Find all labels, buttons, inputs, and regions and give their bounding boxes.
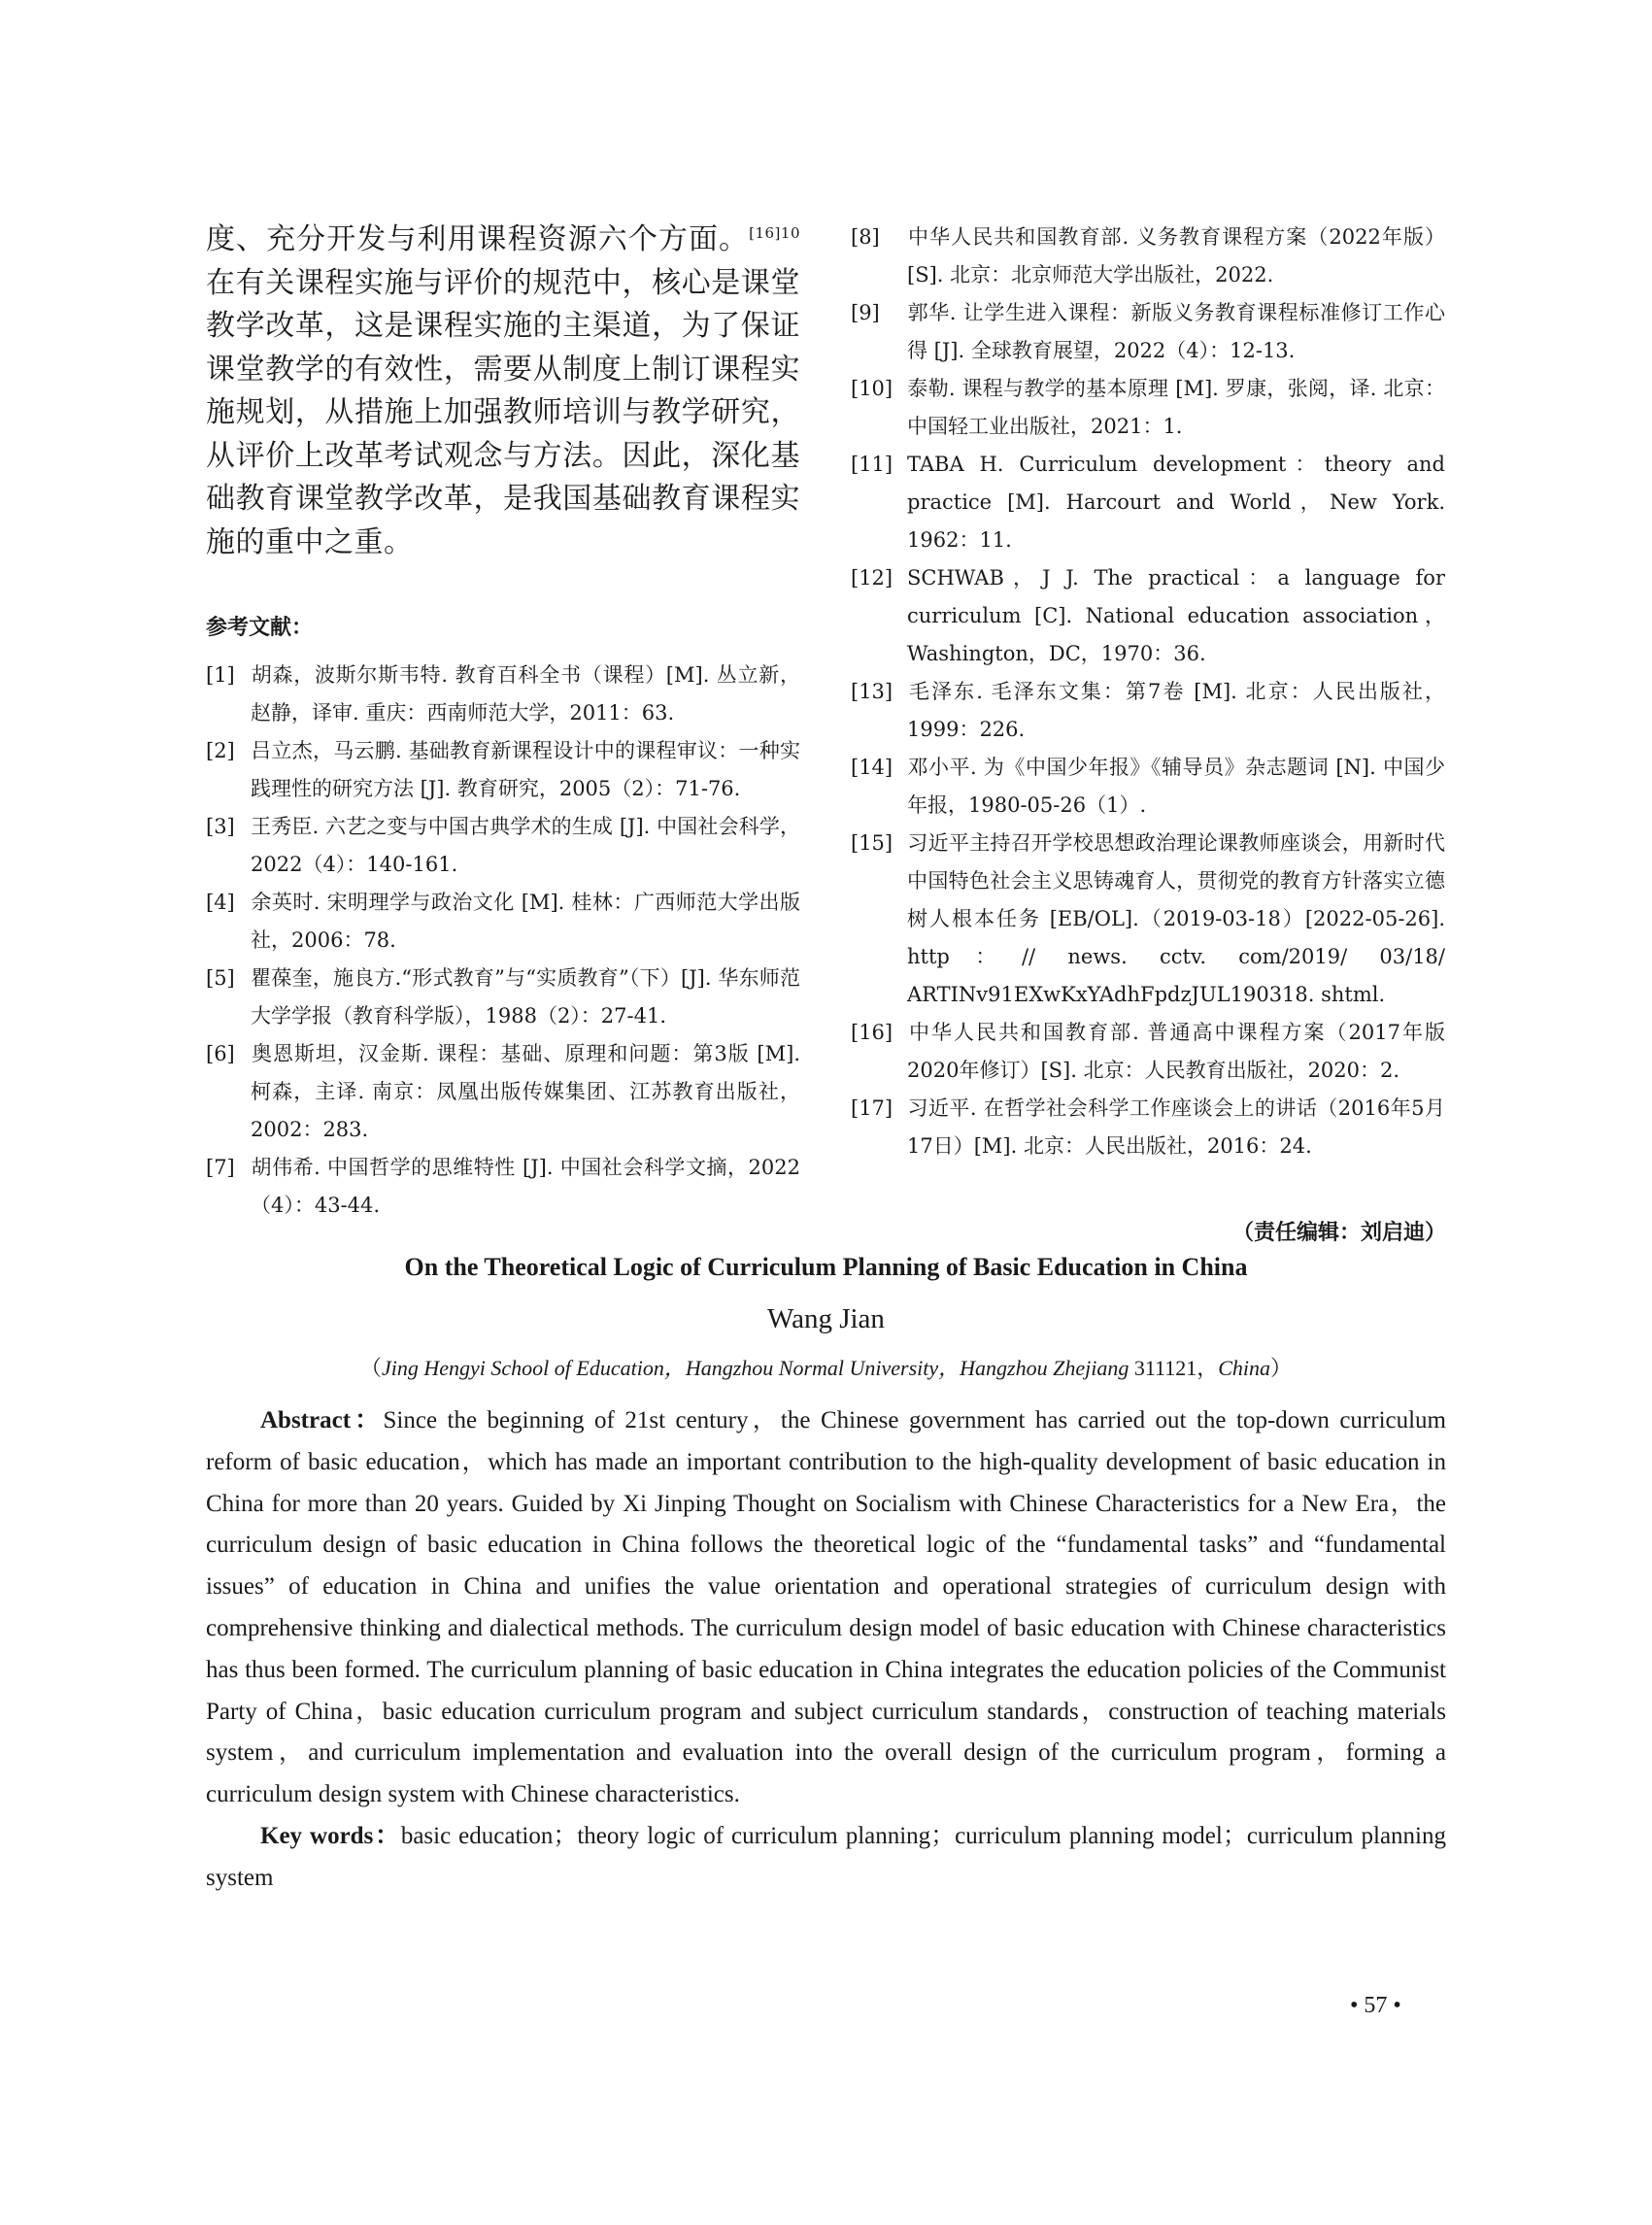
body-text-start: 度、充分开发与利用课程资源六个方面。 bbox=[206, 222, 750, 256]
reference-item bbox=[206, 1149, 800, 1225]
page-number: • 57 • bbox=[1350, 1993, 1401, 2018]
affil-institution: Jing Hengyi School of Education，Hangzhou Normal University，Hangzhou Zhejiang bbox=[382, 1356, 1129, 1380]
reference-text: 郭华. 让学生进入课程：新版义务教育课程标准修订工作心得 [J]. 全球教育展望，2022（4）：12-13. bbox=[907, 301, 1445, 362]
english-author: Wang Jian bbox=[767, 1303, 885, 1334]
reference-text: 胡伟希. 中国哲学的思维特性 [J]. 中国社会科学文摘，2022（4）：43-44. bbox=[251, 1156, 800, 1217]
affil-open: （ bbox=[359, 1356, 382, 1380]
reference-item bbox=[851, 370, 1445, 446]
reference-number: [5] bbox=[206, 966, 235, 990]
reference-text: 王秀臣. 六艺之变与中国古典学术的生成 [J]. 中国社会科学，2022（4）：140-161. bbox=[251, 815, 800, 876]
reference-item bbox=[851, 446, 1445, 559]
reference-text: 奥恩斯坦，汉金斯. 课程：基础、原理和问题：第3版 [M]. 柯森，主译. 南京：凤凰出版传媒集团、江苏教育出版社，2002：283. bbox=[251, 1042, 800, 1141]
reference-item bbox=[206, 960, 800, 1035]
keywords-text: basic education；theory logic of curriculum planning；curriculum planning model；curriculum planning system bbox=[206, 1822, 1446, 1891]
reference-item bbox=[851, 1014, 1445, 1090]
reference-item bbox=[851, 559, 1445, 673]
reference-item bbox=[206, 808, 800, 884]
reference-number: [10] bbox=[851, 377, 893, 400]
reference-text: 中华人民共和国教育部. 普通高中课程方案（2017年版2020年修订）[S]. 北京：人民教育出版社，2020：2. bbox=[907, 1021, 1445, 1082]
reference-number: [12] bbox=[851, 566, 893, 590]
reference-number: [17] bbox=[851, 1096, 893, 1120]
abstract-label: Abstract： bbox=[260, 1407, 384, 1433]
reference-number: [1] bbox=[206, 663, 235, 687]
reference-number: [7] bbox=[206, 1156, 235, 1179]
english-title: On the Theoretical Logic of Curriculum Planning of Basic Education in China bbox=[404, 1253, 1248, 1281]
references-heading: 参考文献： bbox=[206, 616, 314, 640]
citation-superscript: [16]10 bbox=[749, 224, 800, 242]
reference-number: [15] bbox=[851, 831, 893, 855]
reference-item bbox=[851, 1090, 1445, 1165]
reference-number: [6] bbox=[206, 1042, 235, 1065]
reference-item bbox=[206, 732, 800, 808]
reference-number: [13] bbox=[851, 680, 893, 703]
reference-text: 中华人民共和国教育部. 义务教育课程方案（2022年版）[S]. 北京：北京师范大学出版社，2022. bbox=[907, 225, 1445, 287]
reference-number: [16] bbox=[851, 1021, 893, 1044]
reference-item bbox=[851, 219, 1445, 294]
reference-item bbox=[206, 1035, 800, 1149]
reference-text: 吕立杰，马云鹏. 基础教育新课程设计中的课程审议：一种实践理性的研究方法 [J]. 教育研究，2005（2）：71-76. bbox=[251, 739, 800, 800]
reference-item bbox=[851, 673, 1445, 749]
reference-number: [14] bbox=[851, 756, 893, 779]
right-column bbox=[851, 219, 1445, 1165]
reference-number: [8] bbox=[851, 225, 880, 249]
keywords-paragraph bbox=[206, 1816, 1446, 1900]
reference-number: [9] bbox=[851, 301, 880, 324]
reference-text: TABA H. Curriculum development：theory and practice [M]. Harcourt and World，New York. 1962：11. bbox=[907, 453, 1445, 552]
reference-item bbox=[851, 825, 1445, 1014]
affil-country: China bbox=[1218, 1356, 1270, 1380]
reference-item bbox=[851, 294, 1445, 370]
affil-zip: 311121， bbox=[1129, 1356, 1219, 1380]
reference-text: SCHWAB，J J. The practical：a language for curriculum [C]. National education association，Washington，DC，1970：36. bbox=[907, 566, 1445, 665]
reference-number: [3] bbox=[206, 815, 235, 838]
reference-text: 泰勒. 课程与教学的基本原理 [M]. 罗康，张阅，译. 北京：中国轻工业出版社，2021：1. bbox=[907, 377, 1445, 438]
abstract-text: Since the beginning of 21st century，the Chinese government has carried out the top-down curriculum reform of basic education，which has made an important contribution to the high-quality development of basic education in China for more than 20 years. Guided by Xi Jinping Thought on Socialism with Chinese Characteristics for a New Era，the curriculum design of basic education in China follows the theoretical logic of the “fundamental tasks” and “fundamental issues” of education in China and unifies the value orientation and operational strategies of curriculum design with comprehensive thinking and dialectical methods. The curriculum design model of basic education with Chinese characteristics has thus been formed. The curriculum planning of basic education in China integrates the education policies of the Communist Party of China，basic education curriculum program and subject curriculum standards，construction of teaching materials system，and curriculum implementation and evaluation into the overall design of the curriculum program，forming a curriculum design system with Chinese characteristics. bbox=[206, 1407, 1446, 1808]
reference-text: 毛泽东. 毛泽东文集：第7卷 [M]. 北京：人民出版社，1999：226. bbox=[907, 680, 1445, 741]
reference-text: 胡森，波斯尔斯韦特. 教育百科全书（课程）[M]. 丛立新，赵静，译审. 重庆：西南师范大学，2011：63. bbox=[251, 663, 800, 725]
body-text bbox=[206, 219, 800, 564]
reference-number: [2] bbox=[206, 739, 235, 762]
affil-close: ） bbox=[1270, 1356, 1293, 1380]
english-affiliation bbox=[0, 1352, 1652, 1382]
reference-item bbox=[206, 884, 800, 960]
reference-text: 习近平. 在哲学社会科学工作座谈会上的讲话（2016年5月17日）[M]. 北京：人民出版社，2016：24. bbox=[907, 1096, 1445, 1158]
keywords-label: Key words： bbox=[260, 1822, 401, 1849]
reference-number: [4] bbox=[206, 891, 235, 914]
reference-item bbox=[206, 657, 800, 732]
editor-note: （责任编辑：刘启迪） bbox=[1231, 1221, 1446, 1245]
reference-item bbox=[851, 749, 1445, 825]
reference-text: 习近平主持召开学校思想政治理论课教师座谈会，用新时代中国特色社会主义思铸魂育人，贯彻党的教育方针落实立德树人根本任务 [EB/OL].（2019-03-18）[2022-05-26]. http：// news. cctv. com/2019/ 03/18/ ARTINv91EXwKxYAdhFpdzJUL190318. shtml. bbox=[907, 831, 1445, 1006]
left-column bbox=[206, 219, 800, 1225]
reference-list-left bbox=[206, 657, 800, 1225]
reference-text: 余英时. 宋明理学与政治文化 [M]. 桂林：广西师范大学出版社，2006：78. bbox=[251, 891, 800, 952]
english-abstract bbox=[206, 1400, 1446, 1900]
abstract-paragraph bbox=[206, 1400, 1446, 1816]
reference-list-right bbox=[851, 219, 1445, 1165]
body-paragraph bbox=[206, 219, 800, 564]
reference-text: 瞿葆奎，施良方.“形式教育”与“实质教育”（下）[J]. 华东师范大学学报（教育科学版），1988（2）：27-41. bbox=[251, 966, 800, 1028]
reference-number: [11] bbox=[851, 453, 893, 476]
reference-text: 邓小平. 为《中国少年报》《辅导员》杂志题词 [N]. 中国少年报，1980-05-26（1）. bbox=[907, 756, 1445, 817]
body-text-rest: 在有关课程实施与评价的规范中，核心是课堂教学改革，这是课程实施的主渠道，为了保证课堂教学的有效性，需要从制度上制订课程实施规划，从措施上加强教师培训与教学研究，从评价上改革考试观念与方法。因此，深化基础教育课堂教学改革，是我国基础教育课程实施的重中之重。 bbox=[206, 265, 800, 559]
